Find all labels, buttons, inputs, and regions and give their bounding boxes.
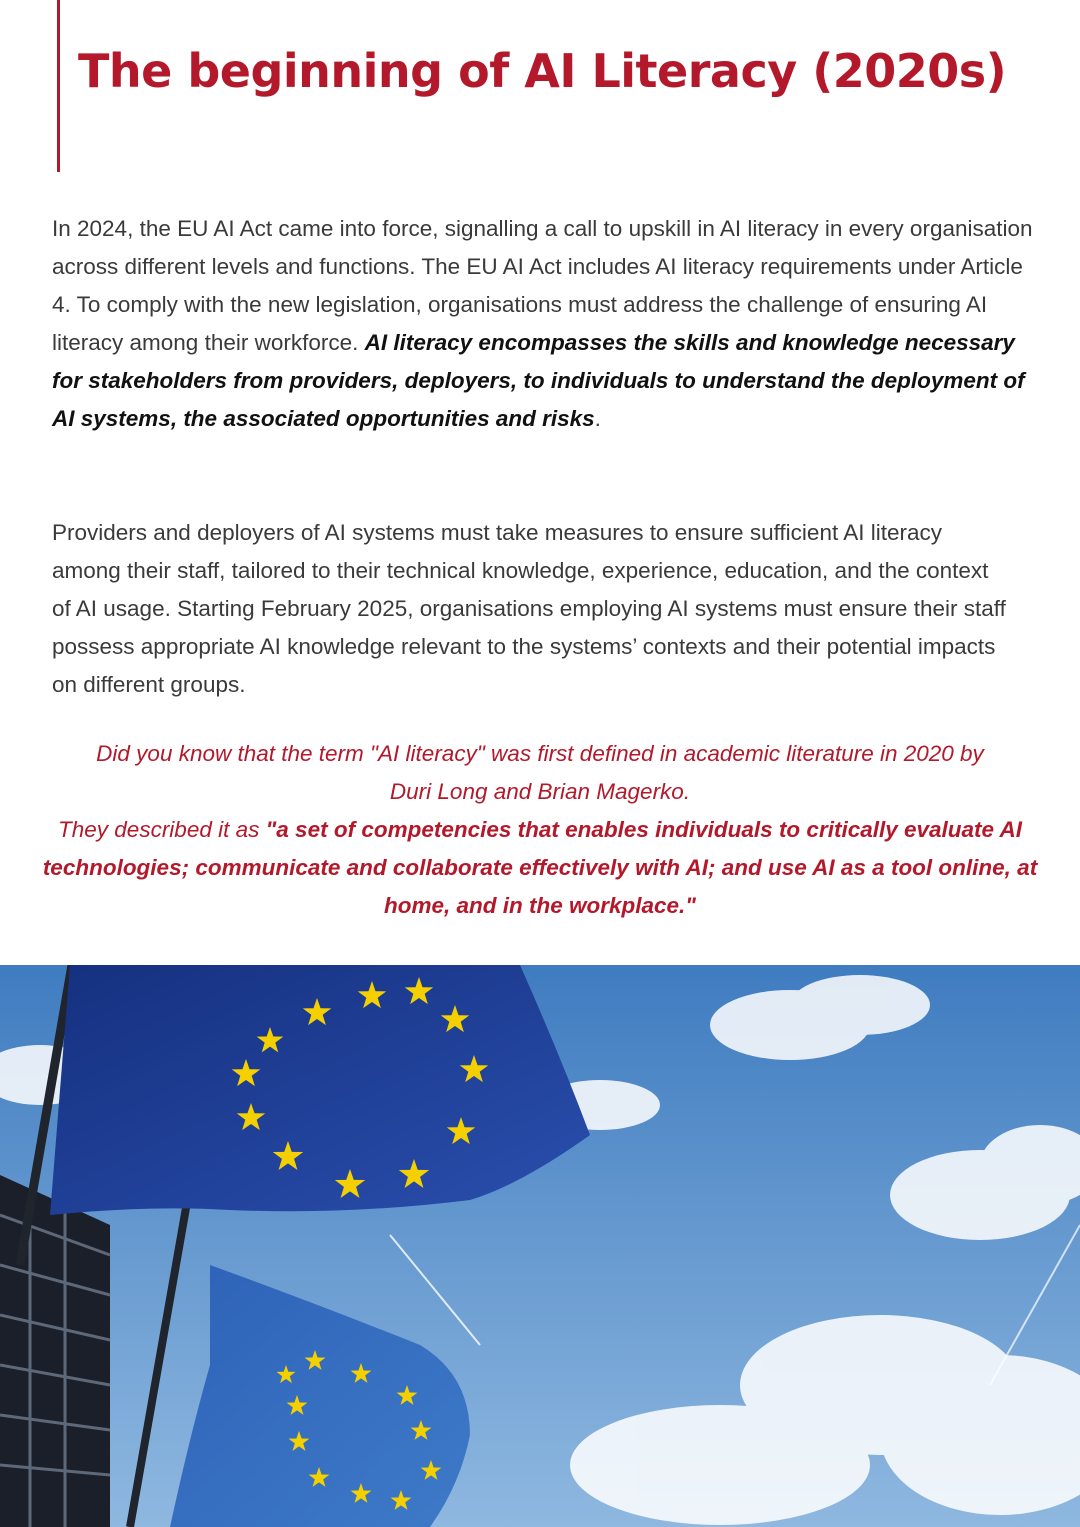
ai-literacy-definition: AI literacy encompasses the skills and knowledge necessary for stakeholders from providers, deployers, to individuals to understand the deployment of AI systems, the associated opportunities and risks xyxy=(52,330,1025,431)
eu-flags-photo xyxy=(0,965,1080,1527)
did-you-know-callout xyxy=(40,735,1040,925)
title-accent-bar xyxy=(57,0,60,172)
intro-paragraph xyxy=(52,210,1042,438)
intro-text: In 2024, the EU AI Act came into force, signalling a call to upskill in AI literacy in every organisation across different levels and functions. The EU AI Act includes AI literacy requirements under Article 4. To comply with the new legislation, organisations must address the challenge of ensuring AI literacy among their workforce. xyxy=(52,216,1033,355)
page-title: The beginning of AI Literacy (2020s) xyxy=(78,44,1007,98)
callout-prefix: They described it as xyxy=(58,817,266,842)
callout-origin-text: Did you know that the term "AI literacy" was first defined in academic literature in 2020 by Duri Long and Brian Magerko. xyxy=(96,741,984,804)
callout-definition xyxy=(40,811,1040,925)
requirements-paragraph: Providers and deployers of AI systems must take measures to ensure sufficient AI literacy among their staff, tailored to their technical knowledge, experience, education, and the context of AI usage. Starting February 2025, organisations employing AI systems must ensure their staff possess appropriate AI knowledge relevant to the systems’ contexts and their potential impacts on different groups. xyxy=(52,520,1006,697)
building xyxy=(0,1175,110,1527)
eu-flags-illustration xyxy=(0,965,1080,1527)
callout-quote: "a set of competencies that enables individuals to critically evaluate AI technologies; communicate and collaborate effectively with AI; and use AI as a tool online, at home, and in the workplace." xyxy=(42,817,1038,918)
eu-flag-large xyxy=(50,965,590,1215)
intro-period: . xyxy=(594,406,601,431)
